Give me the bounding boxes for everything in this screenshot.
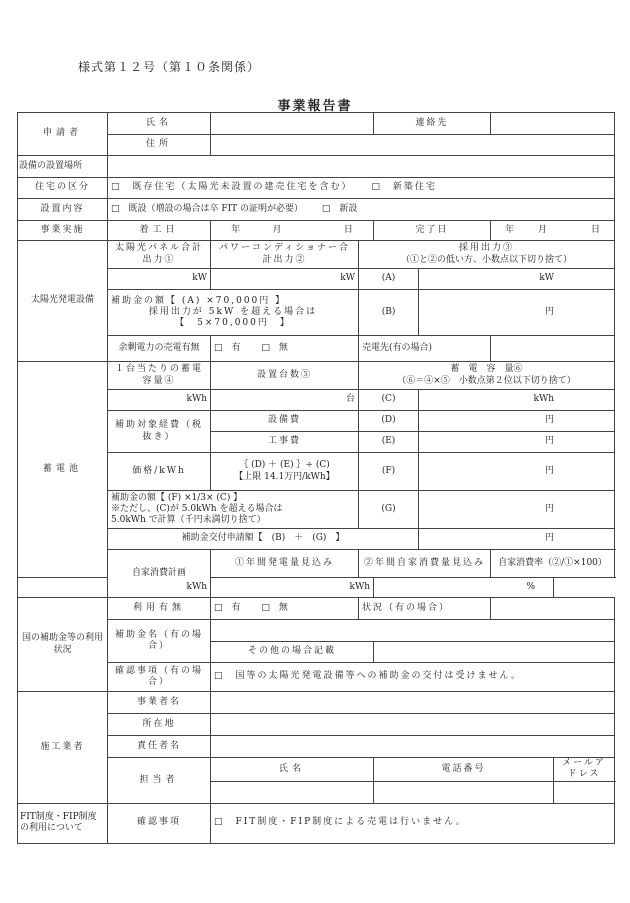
pcs-total-unit[interactable]: kW [211,269,359,290]
subsidy-confirm-checkbox[interactable]: □ 国等の太陽光発電設備等への補助金の交付は受けません。 [211,663,615,692]
subsidy-use-label: 利用有無 [108,598,211,620]
applicant-label: 申請者 [18,113,108,156]
code-e: (E) [359,432,419,453]
subsidy-status-field[interactable] [491,598,615,620]
start-day: 日 [343,224,353,235]
manager-field[interactable] [211,736,615,758]
subsidy-use-yes-checkbox[interactable]: □ 有 [214,602,241,613]
start-date-field[interactable] [211,221,374,241]
capacity-per-unit-label: １台当たりの蓄電容量④ [108,362,211,390]
capacity-per-unit-unit[interactable]: kWh [108,390,211,411]
other-note-field[interactable] [374,642,615,663]
work-cost-unit[interactable]: 円 [419,432,615,453]
applicant-name-field[interactable] [211,113,374,135]
start-date-label: 着工日 [108,221,211,241]
surplus-yes-checkbox[interactable]: □ 有 [214,342,241,353]
unit-count-label: 設置台数⑤ [211,362,359,390]
annual-self-label: ②年間自家消費量見込み [359,550,491,578]
equipment-cost-label: 設備費 [211,411,359,432]
contact-email-label: メールアドレス [554,758,615,782]
install-content-label: 設置内容 [18,199,108,221]
fit-label: FIT制度・FIP制度の利用について [18,803,108,843]
code-c: (C) [359,390,419,411]
pcs-total-label: パワーコンディショナー合計出力② [211,241,359,269]
fit-confirm-label: 確認事項 [108,803,211,843]
solar-subsidy-note2: 【 5×70,000円 】 [175,318,291,329]
applicant-address-field[interactable] [211,135,615,156]
national-subsidy-label: 国の補助金等の利用状況 [18,598,108,692]
contact-person-label: 担当者 [108,758,211,804]
annual-self-unit[interactable]: kWh [211,578,374,598]
price-limit: 【上限 14.1万円/kWh】 [234,471,335,482]
surplus-no-checkbox[interactable]: □ 無 [261,342,288,353]
contact-name-field[interactable] [211,781,374,803]
install-location-label: 設備の設置場所 [18,156,108,178]
install-new-checkbox[interactable]: □ 新設 [321,203,358,214]
housing-existing-checkbox[interactable]: □ 既存住宅（太陽光未設置の建売住宅を含む） [111,182,353,193]
solar-label: 太陽光発電設備 [18,241,108,362]
applicant-address-label: 住所 [108,135,211,156]
end-year: 年 [505,224,515,235]
contact-name-label: 氏名 [211,758,374,782]
grant-request-unit[interactable]: 円 [419,529,615,550]
price-label: 価格/kWh [108,453,211,491]
total-capacity-note: （⑥＝④×⑤ 小数点第２位以下切り捨て） [397,375,576,386]
unit-count-unit[interactable]: 台 [211,390,359,411]
manager-label: 責任者名 [108,736,211,758]
adopted-output-note: （①と②の低い方、小数点以下切り捨て） [401,254,573,265]
report-form [17,112,615,844]
applicant-name-label: 氏名 [108,113,211,135]
end-date-label: 完了日 [374,221,491,241]
adopted-output-unit[interactable]: kW [419,269,615,290]
code-f: (F) [359,453,419,491]
housing-label: 住宅の区分 [18,178,108,199]
total-capacity-label: 蓄 電 容 量⑥ [450,364,523,375]
contact-email-field[interactable] [554,781,615,803]
end-day: 日 [591,224,601,235]
code-a: (A) [359,269,419,290]
battery-subsidy-note1: ※ただし、(C)が 5.0kWh を超える場合は [111,503,283,514]
surplus-label: 余剰電力の売電有無 [108,336,211,362]
contractor-address-field[interactable] [211,714,615,736]
subsidy-name-field[interactable] [211,620,615,642]
form-number: 様式第１２号（第１０条関係） [78,60,261,74]
end-month: 月 [538,224,548,235]
install-location-field[interactable] [108,156,615,178]
work-cost-label: 工事費 [211,432,359,453]
equipment-cost-unit[interactable]: 円 [419,411,615,432]
solar-subsidy-formula: 補助金の額【 (A) ×70,000円 】 [111,295,287,306]
implementation-label: 事業実施 [18,221,108,241]
price-unit[interactable]: 円 [419,453,615,491]
fit-confirm-checkbox[interactable]: □ FIT制度・FIP制度による売電は行いません。 [211,803,615,843]
contact-phone-field[interactable] [374,781,554,803]
contact-phone-label: 電話番号 [374,758,554,782]
housing-new-checkbox[interactable]: □ 新築住宅 [371,182,437,193]
adopted-output-label: 採用出力③ [459,243,515,254]
contractor-address-label: 所在地 [108,714,211,736]
code-g: (G) [359,491,419,529]
subsidy-status-label: 状況（有の場合） [359,598,491,620]
panel-total-unit[interactable]: kW [108,269,211,290]
battery-subsidy-formula: 補助金の額【 (F) ×1/3× (C) 】 [111,492,243,503]
end-date-field[interactable] [491,221,615,241]
battery-subsidy-note2: 5.0kWh で計算（千円未満切り捨て） [111,515,266,526]
cost-label: 補助対象経費（税抜き） [108,411,211,453]
other-note-label: その他の場合記載 [211,642,374,663]
grant-request-label: 補助金交付申請額【 (B) ＋ (G) 】 [108,529,419,550]
applicant-contact-label: 連絡先 [374,113,491,135]
document-title: 事業報告書 [277,99,353,114]
price-formula: ｛ (D) ＋ (E) ｝÷ (C) [239,460,330,471]
start-year: 年 [231,224,241,235]
panel-total-label: 太陽光パネル合計出力① [108,241,211,269]
company-field[interactable] [211,692,615,714]
company-label: 事業者名 [108,692,211,714]
install-existing-checkbox[interactable]: □ 既設（増設の場合は卒 FIT の証明が必要） [111,203,304,214]
battery-label: 蓄電池 [18,362,108,578]
self-consumption-label: 自家消費計画 [108,550,211,598]
applicant-contact-field[interactable] [491,113,615,135]
start-month: 月 [272,224,282,235]
total-capacity-unit[interactable]: kWh [419,390,615,411]
battery-subsidy-unit[interactable]: 円 [419,491,615,529]
solar-subsidy-unit[interactable]: 円 [419,290,615,336]
self-rate-label: 自家消費率（②/①×100） [491,550,615,578]
self-rate-unit[interactable]: % [374,578,554,598]
contractor-label: 施工業者 [18,692,108,804]
solar-subsidy-note1: 採用出力が 5kW を超える場合は [148,306,318,317]
annual-gen-label: ①年間発電量見込み [211,550,359,578]
sale-dest-field[interactable] [491,336,615,362]
code-b: (B) [359,290,419,336]
subsidy-confirm-label: 確認事項（有の場合） [108,663,211,692]
code-d: (D) [359,411,419,432]
subsidy-name-label: 補助金名（有の場合） [108,620,211,663]
annual-gen-unit[interactable]: kWh [18,578,211,598]
subsidy-use-no-checkbox[interactable]: □ 無 [261,602,288,613]
sale-dest-label: 売電先(有の場合) [359,336,491,362]
